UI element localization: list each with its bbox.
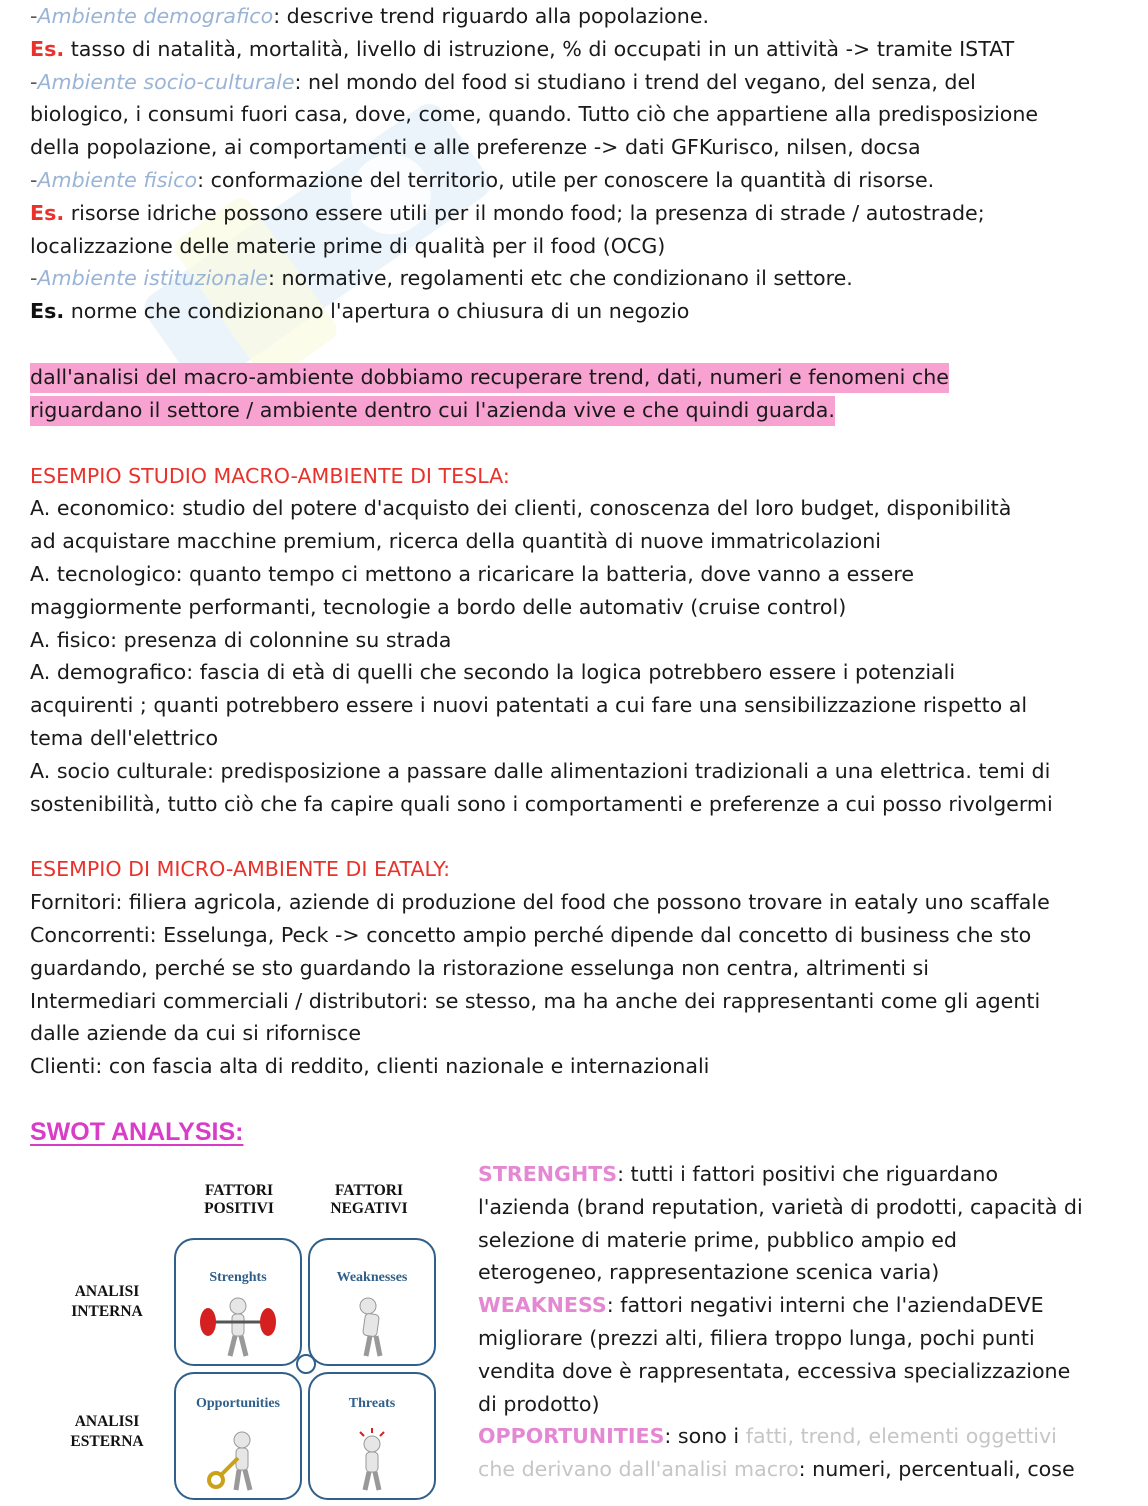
- eataly-list: [30, 886, 1120, 1083]
- eataly-line: dalle aziende da cui si rifornisce: [30, 1021, 362, 1046]
- text-line: che derivano dall'analisi macro: numeri, percentuali, cose: [478, 1457, 1075, 1482]
- text-line: biologico, i consumi fuori casa, dove, come, quando. Tutto ciò che appartiene alla predisposizione: [30, 102, 1039, 127]
- weakness-line: WEAKNESS: fattori negativi interni che l'aziendaDEVE: [478, 1293, 1044, 1318]
- weaknesses-cell: Weaknesses: [308, 1238, 436, 1366]
- tesla-line: sostenibilità, tutto ciò che fa capire quali sono i comportamenti e preferenze a cui posso rivolgermi: [30, 791, 1053, 816]
- document-body: [30, 0, 1120, 1083]
- text-line: vendita dove è rappresentata, eccessiva specializzazione: [478, 1358, 1071, 1383]
- es-label: Es.: [30, 36, 65, 61]
- es-label: Es.: [30, 299, 65, 324]
- tesla-line: A. demografico: fascia di età di quelli che secondo la logica potrebbero essere i potenziali: [30, 660, 956, 685]
- term-socio-culturale: Ambiente socio-culturale: [37, 69, 295, 94]
- tesla-line: A. socio culturale: predisposizione a passare dalle alimentazioni tradizionali a una elettrica. temi di: [30, 758, 1051, 783]
- text-line: della popolazione, ai comportamenti e alle preferenze -> dati GFKurisco, nilsen, docsa: [30, 135, 921, 160]
- text-line: l'azienda (brand reputation, varietà di prodotti, capacità di: [478, 1194, 1083, 1219]
- swot-description: [478, 1158, 1128, 1486]
- eataly-line: Clienti: con fascia alta di reddito, clienti nazionale e internazionali: [30, 1054, 710, 1079]
- strenghts-line: STRENGHTS: tutti i fattori positivi che riguardano: [478, 1162, 999, 1186]
- tesla-heading: ESEMPIO STUDIO MACRO-AMBIENTE DI TESLA:: [30, 463, 510, 488]
- col-head-negative: FATTORI NEGATIVI: [330, 1182, 408, 1217]
- swot-title: SWOT ANALYSIS:: [30, 1118, 244, 1146]
- tesla-line: tema dell'elettrico: [30, 725, 219, 750]
- tesla-line: acquirenti ; quanti potrebbero essere i nuovi patentati a cui fare una sensibilizzazione rispetto al: [30, 693, 1028, 718]
- text-line: migliorare (prezzi alti, filiera troppo lunga, pochi punti: [478, 1325, 1035, 1350]
- example-line: Es. tasso di natalità, mortalità, livello di istruzione, % di occupati in un attività -> tramite ISTAT: [30, 36, 1015, 61]
- text-line: selezione di materie prime, pubblico ampio ed: [478, 1227, 957, 1252]
- eataly-line: Fornitori: filiera agricola, aziende di produzione del food che possono trovare in eataly uno scaffale: [30, 890, 1050, 915]
- es-label: Es.: [30, 200, 65, 225]
- example-line: Es. norme che condizionano l'apertura o chiusura di un negozio: [30, 299, 690, 324]
- eataly-line: guardando, perché se sto guardando la ristorazione esselunga non centra, altrimenti si: [30, 955, 929, 980]
- term-fisico: Ambiente fisico: [37, 167, 198, 192]
- weightlifter-icon: [198, 1292, 278, 1360]
- threats-cell: Threats: [308, 1372, 436, 1500]
- col-head-positive: FATTORI POSITIVI: [204, 1182, 274, 1217]
- tesla-list: [30, 492, 1120, 820]
- highlighted-line: dall'analisi del macro-ambiente dobbiamo recuperare trend, dati, numeri e fenomeni che: [30, 361, 1120, 394]
- text-line: di prodotto): [478, 1391, 600, 1416]
- example-line: Es. risorse idriche possono essere utili per il mondo food; la presenza di strade / autostrade;: [30, 200, 985, 225]
- line-fisico: -Ambiente fisico: conformazione del territorio, utile per conoscere la quantità di risorse.: [30, 167, 935, 192]
- tesla-line: A. tecnologico: quanto tempo ci mettono a ricaricare la batteria, dove vanno a essere: [30, 561, 915, 586]
- term-istituzionale: Ambiente istituzionale: [37, 266, 268, 291]
- line-demografico: -Ambiente demografico: descrive trend riguardo alla popolazione.: [30, 4, 710, 28]
- line-istituzionale: -Ambiente istituzionale: normative, regolamenti etc che condizionano il settore.: [30, 266, 853, 291]
- tesla-line: A. fisico: presenza di colonnine su strada: [30, 627, 452, 652]
- opportunities-cell: Opportunities: [174, 1372, 302, 1500]
- strengths-cell: Strenghts: [174, 1238, 302, 1366]
- tesla-line: ad acquistare macchine premium, ricerca della quantità di nuove immatricolazioni: [30, 529, 882, 554]
- row-head-internal: ANALISI INTERNA: [71, 1283, 143, 1320]
- eataly-line: Concorrenti: Esselunga, Peck -> concetto ampio perché dipende dal concetto di business che sto: [30, 922, 1032, 947]
- matrix-center-notch: [296, 1354, 316, 1374]
- opportunities-line: OPPORTUNITIES: sono i fatti, trend, elementi oggettivi: [478, 1424, 1057, 1449]
- eataly-line: Intermediari commerciali / distributori: se stesso, ma ha anche dei rappresentanti come gli agenti: [30, 988, 1041, 1013]
- eataly-heading: ESEMPIO DI MICRO-AMBIENTE DI EATALY:: [30, 857, 451, 882]
- text-line: eterogeneo, rappresentazione scenica varia): [478, 1260, 940, 1285]
- tesla-line: A. economico: studio del potere d'acquisto dei clienti, conoscenza del loro budget, disponibilità: [30, 496, 1012, 521]
- key-figure-icon: [198, 1426, 278, 1494]
- highlighted-line: riguardano il settore / ambiente dentro cui l'azienda vive e che quindi guarda.: [30, 394, 1120, 427]
- term-demografico: Ambiente demografico: [37, 4, 274, 28]
- row-head-external: ANALISI ESTERNA: [70, 1413, 144, 1450]
- swot-matrix: [52, 1170, 452, 1500]
- tired-figure-icon: [332, 1292, 412, 1360]
- alarmed-figure-icon: [332, 1426, 412, 1494]
- line-socio-culturale: -Ambiente socio-culturale: nel mondo del food si studiano i trend del vegano, del senza, del: [30, 69, 976, 94]
- text-line: localizzazione delle materie prime di qualità per il food (OCG): [30, 233, 666, 258]
- tesla-line: maggiormente performanti, tecnologie a bordo delle automativ (cruise control): [30, 594, 847, 619]
